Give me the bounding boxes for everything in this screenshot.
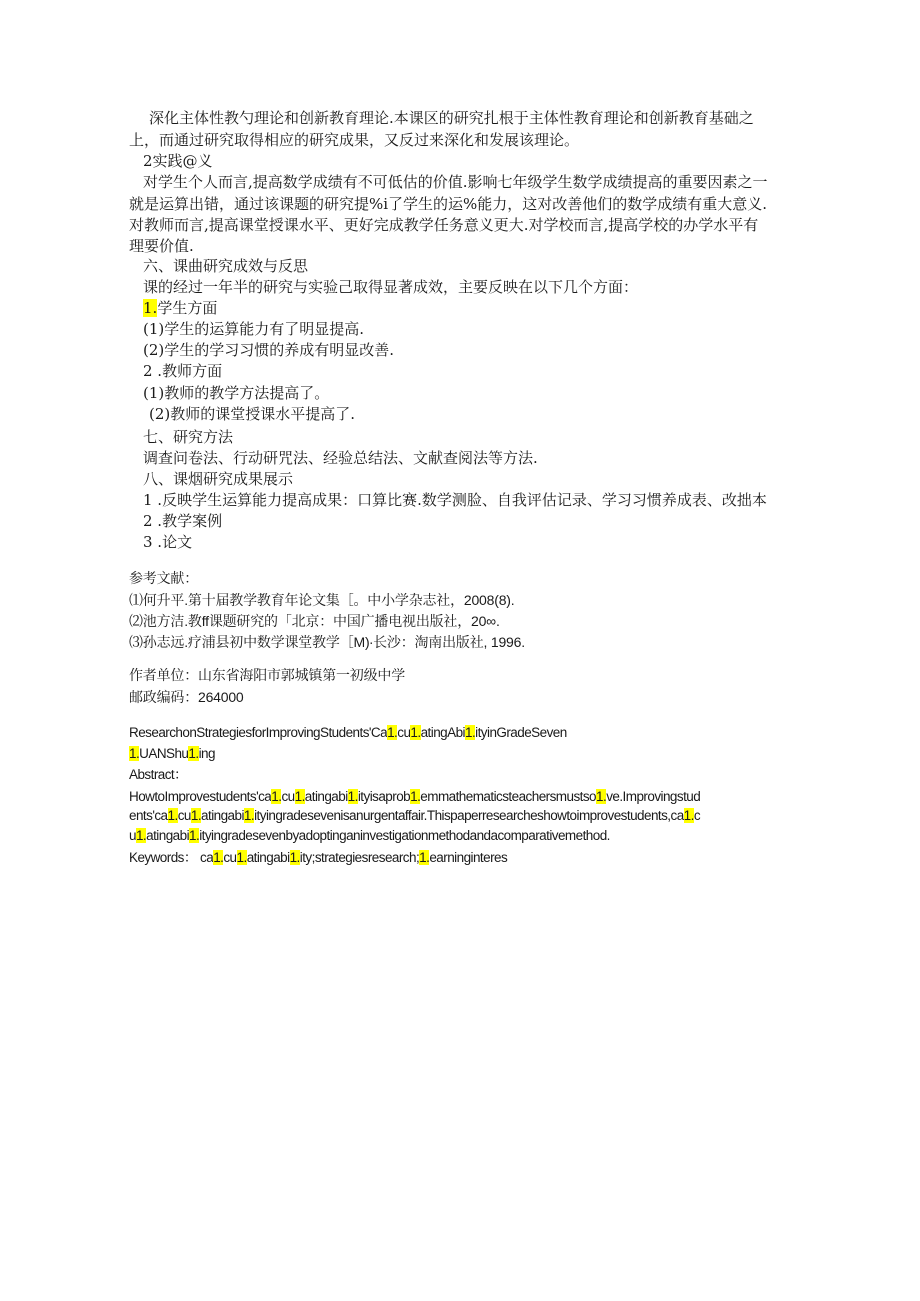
keywords-part: Keywords： ca [129, 850, 214, 865]
para2-line2: 就是运算出错，通过该课题的研究提%i了学生的运%能力，这对改善他们的数学成绩有重大意义. [129, 195, 768, 213]
highlighted-number: 1. [190, 808, 202, 823]
highlighted-number: 1. [213, 850, 224, 865]
abstract-part: ityingradesevenbyadoptinganinvestigationmethodandacomparativemethod. [199, 828, 610, 843]
keywords-part: atingabi [246, 850, 290, 865]
reference-3: ⑶孙志远.疗浦县初中数学课堂教学［M)∙长沙：淘南出版社, 1996. [129, 634, 525, 650]
abstract-label: Abstract： [129, 767, 188, 782]
section7-heading: 七、研究方法 [143, 428, 234, 446]
abstract-part: cu [281, 789, 295, 804]
para1-line1: 深化主体性教勺理论和创新教育理论.本课区的研究扎根于主体性教育理论和创新教育基础之 [149, 109, 754, 127]
abstract-part: ents'ca [129, 808, 168, 823]
english-title-part: cu [397, 725, 411, 740]
abstract-part: atingabi [201, 808, 244, 823]
english-author-part: UANShu [139, 746, 189, 761]
highlighted-number: 1. [135, 828, 147, 843]
student-item-1: (1)学生的运算能力有了明显提高. [143, 320, 365, 338]
student-item-2: (2)学生的学习习惯的养成有明显改善. [143, 341, 395, 359]
abstract-line-1 [129, 787, 700, 807]
postal-code: 邮政编码：264000 [129, 689, 244, 705]
highlighted-number: 1. [129, 746, 140, 761]
highlighted-number: 1. [294, 789, 305, 804]
highlighted-number: 1. [410, 725, 421, 740]
english-title [129, 723, 567, 743]
english-title-part: ityinGradeSeven [475, 725, 567, 740]
teacher-item-1: (1)教师的教学方法提高了。 [143, 384, 330, 402]
highlighted-number: 1. [271, 789, 282, 804]
keywords-part: earninginteres [429, 850, 508, 865]
abstract-part: c [693, 808, 701, 823]
abstract-line-2 [129, 806, 700, 826]
section8-heading: 八、课烟研究成果展示 [143, 470, 294, 488]
reference-1: ⑴何升平.第十届教学教育年论文集［。中小学杂志社，2008(8). [129, 592, 515, 608]
section7-text: 调查问卷法、行动研咒法、经验总结法、文献查阅法等方法. [143, 449, 538, 467]
abstract-part: ve.Improvingstud [606, 789, 701, 804]
student-heading-line [143, 298, 217, 318]
highlighted-number: 1. [236, 850, 247, 865]
keywords-part: cu [223, 850, 237, 865]
abstract-part: atingabi [146, 828, 190, 843]
abstract-part: cu [177, 808, 191, 823]
section8-item-2: 2 .教学案例 [143, 512, 223, 530]
highlighted-number: 1. [188, 746, 199, 761]
highlighted-number: 1. [410, 789, 421, 804]
highlighted-number: 1. [683, 808, 694, 823]
references-heading: 参考文献： [129, 570, 198, 586]
highlighted-number: 1. [387, 725, 398, 740]
abstract-part: emmathematicsteachersmustso [420, 789, 597, 804]
para1-line2: 上，而通过研究取得相应的研究成果，又反过来深化和发展该理论。 [129, 131, 580, 149]
highlighted-number: 1. [143, 299, 158, 317]
highlighted-number: 1. [464, 725, 476, 740]
highlighted-number: 1. [189, 828, 200, 843]
abstract-part: ityingradesevenisanurgentaffair.Thispaperresearcheshowtoimprovestudents,ca [254, 808, 684, 823]
english-author [129, 744, 215, 764]
highlighted-number: 1. [596, 789, 607, 804]
teacher-item-2: (2)教师的课堂授课水平提高了. [149, 405, 356, 423]
english-author-part: ing [198, 746, 215, 761]
highlighted-number: 1. [419, 850, 430, 865]
section6-intro: 课的经过一年半的研究与实验己取得显著成效，主要反映在以下几个方面： [143, 278, 639, 296]
english-title-part: ResearchonStrategiesforImprovingStudents'Ca [129, 725, 388, 740]
student-heading-text: 学生方面 [157, 299, 218, 317]
keywords-part: ity;strategiesresearch; [299, 850, 420, 865]
abstract-part: u [129, 828, 136, 843]
section6-heading: 六、课曲研究成效与反思 [143, 257, 309, 275]
highlighted-number: 1. [289, 850, 300, 865]
practice-heading: 2实践@义 [143, 152, 213, 170]
teacher-heading: 2 .教师方面 [143, 362, 223, 380]
section8-item-3: 3 .论文 [143, 533, 193, 551]
para2-line3: 对教师而言,提高课堂授课水平、更好完成教学任务意义更大.对学校而言,提高学校的办学水平有 [129, 216, 759, 234]
reference-2: ⑵池方洁.教ff课题研究的「北京：中国广播电视出版社，20∞. [129, 613, 500, 629]
para2-line4: 理要价值. [129, 237, 194, 255]
keywords-line [129, 848, 507, 868]
highlighted-number: 1. [347, 789, 358, 804]
abstract-part: ityisaprob [357, 789, 411, 804]
highlighted-number: 1. [167, 808, 178, 823]
abstract-part: atingabi [304, 789, 348, 804]
author-unit: 作者单位：山东省海阳市郭城镇第一初级中学 [129, 667, 405, 683]
abstract-part: HowtoImprovestudents'ca [129, 789, 272, 804]
highlighted-number: 1. [243, 808, 255, 823]
section8-item-1: 1 .反映学生运算能力提高成果：口算比赛.数学测脸、自我评估记录、学习习惯养成表、改拙本 [143, 491, 767, 509]
abstract-line-3 [129, 826, 610, 846]
english-title-part: atingAbi [420, 725, 465, 740]
para2-line1: 对学生个人而言,提高数学成绩有不可低估的价值.影响七年级学生数学成绩提高的重要因素之一 [143, 173, 768, 191]
